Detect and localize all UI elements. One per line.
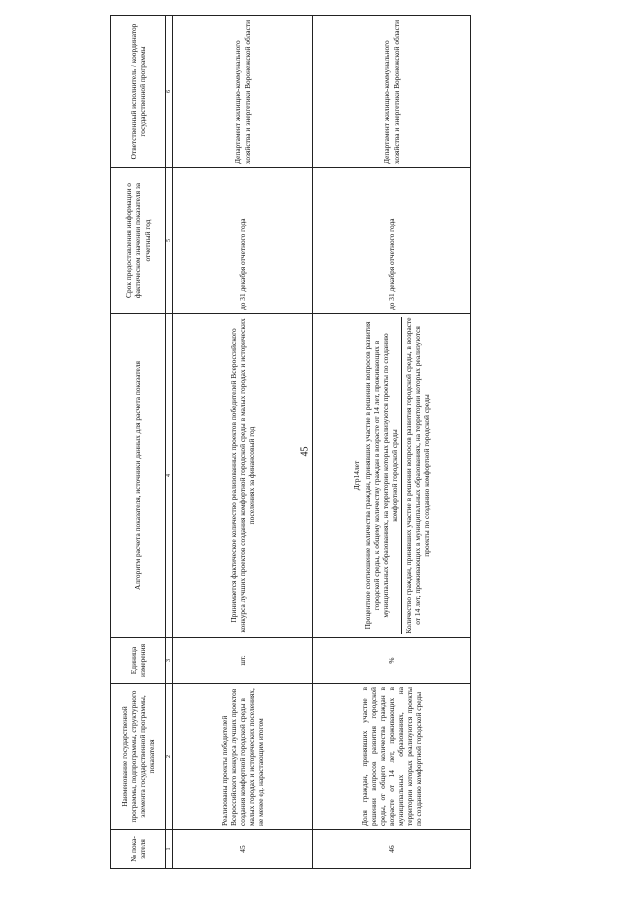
reporting-deadline: до 31 декабря отчетного года (313, 168, 471, 314)
calculation-algorithm (313, 314, 471, 638)
responsible-executor: Департамент жилищно-коммунального хозяйства и энергетики Воронежской области (313, 16, 471, 168)
column-number: 2 (166, 684, 173, 830)
header-name: Наименование государственной программы, подпрограммы, структурного элемента государственной программы, показателя (111, 684, 166, 830)
column-number: 4 (166, 314, 173, 638)
header-deadline: Срок предоставления информации о фактическом значении показателя за отчетный год (111, 168, 166, 314)
indicator-name: Доля граждан, принявших участие в решении вопросов развития городской среды, от общего количества граждан в возрасте от 14 лет, проживающих в муниципальных образованиях, на территории которых реализуются проекты по созданию комфортной городской среды (313, 684, 471, 830)
row-number: 46 (313, 830, 471, 869)
indicators-table (110, 15, 471, 869)
header-unit: Единица измерения (111, 638, 166, 684)
page-number: 45 (299, 446, 311, 457)
column-number: 5 (166, 168, 173, 314)
responsible-executor: Департамент жилищно-коммунального хозяйства и энергетики Воронежской области (173, 16, 313, 168)
rotated-landscape-page (110, 16, 472, 887)
table-header-row (111, 16, 166, 869)
reporting-deadline: до 31 декабря отчетного года (173, 168, 313, 314)
row-number: 45 (173, 830, 313, 869)
unit-of-measure: % (313, 638, 471, 684)
header-executor: Ответственный исполнитель / координатор государственной программы (111, 16, 166, 168)
header-algorithm: Алгоритм расчета показателя, источники данных для расчета показателя (111, 314, 166, 638)
column-number: 3 (166, 638, 173, 684)
formula-numerator: Процентное соотношение количества граждан, принявших участие в решении вопросов развития городской среды, к общему количеству граждан в возрасте от 14 лет, проживающих в муниципальных образованиях, на территории которых реализуются проекты по созданию комфортной городской среды (363, 317, 402, 634)
column-number: 1 (166, 830, 173, 869)
header-number: № пока-зателя (111, 830, 166, 869)
indicator-name: Реализованы проекты победителей Всероссийского конкурса лучших проектов создания комфортной городской среды в малых городах и исторических поселениях, не менее ед. нарастающим итогом (173, 684, 313, 830)
formula-denominator: Количество граждан, принявших участие в решении вопросов развития городской среды, в возрасте от 14 лет, проживающих в муниципальных образованиях, на территории которых реализуются проекты по созданию комфортной городской среды (404, 317, 432, 634)
column-number-row (166, 16, 173, 869)
column-number: 6 (166, 16, 173, 168)
unit-of-measure: шт. (173, 638, 313, 684)
table-row (313, 16, 471, 869)
table-row (173, 16, 313, 869)
formula-variable: Дгр14лет (351, 460, 361, 491)
calculation-algorithm: Принимается фактическое количество реализованных проектов победителей Всероссийского конкурса лучших проектов создания комфортной городской среды в малых городах и исторических поселениях за финансовый год (173, 314, 313, 638)
